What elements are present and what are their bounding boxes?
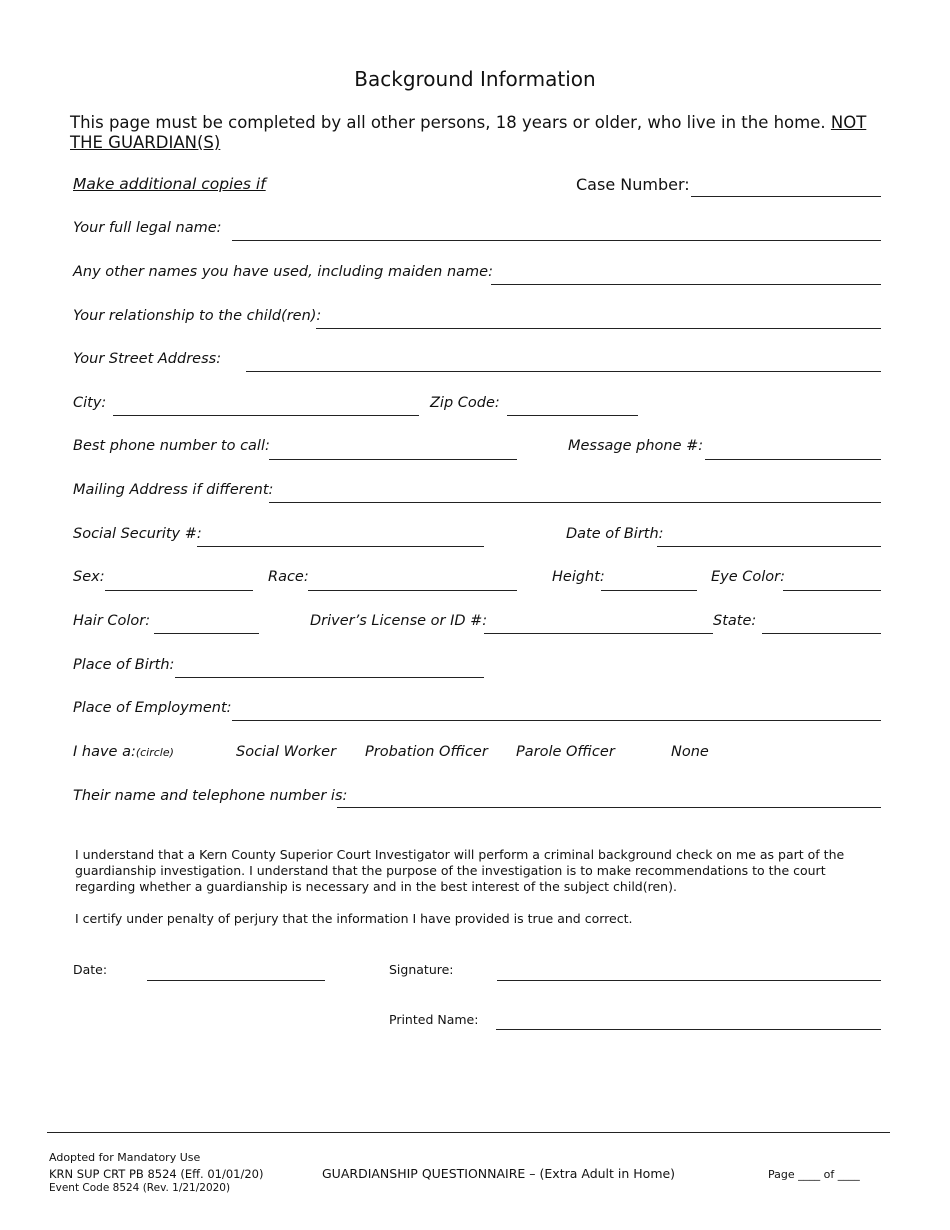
hair-color-label: Hair Color: [73,613,151,629]
option-none[interactable]: None [671,744,709,760]
footer-page-number: Page ____ of ____ [768,1168,860,1181]
circle-note: (circle) [135,746,174,759]
option-social-worker[interactable]: Social Worker [236,744,337,760]
have-label [73,744,174,760]
message-phone-label: Message phone #: [568,438,704,454]
full-name-label: Your full legal name: [73,220,222,236]
birthplace-field[interactable] [175,677,484,678]
intro-instruction: This page must be completed by all other persons, 18 years or older, who live in the home. [70,113,826,132]
relationship-field[interactable] [316,328,881,329]
eye-color-label: Eye Color: [711,569,786,585]
dob-field[interactable] [657,546,881,547]
best-phone-field[interactable] [269,459,517,460]
printed-name-field[interactable] [496,1029,881,1030]
ssn-label: Social Security #: [73,526,202,542]
ssn-field[interactable] [197,546,484,547]
zip-field[interactable] [507,415,638,416]
eye-color-field[interactable] [783,590,881,591]
mailing-address-field[interactable] [269,502,881,503]
copies-note: Make additional copies if [73,175,266,193]
printed-name-label: Printed Name: [389,1012,479,1027]
zip-label: Zip Code: [430,395,500,411]
intro-text [70,113,880,153]
have-label-text: I have a: [73,744,136,760]
footer-divider [47,1132,890,1133]
case-number-label: Case Number: [576,175,690,194]
perjury-statement: I certify under penalty of perjury that the information I have provided is true and correct. [75,911,633,926]
page-title: Background Information [354,67,596,91]
height-label: Height: [552,569,605,585]
footer-form-code: KRN SUP CRT PB 8524 (Eff. 01/01/20) [49,1167,264,1181]
case-number-field[interactable] [691,196,881,197]
street-address-label: Your Street Address: [73,351,222,367]
sex-field[interactable] [105,590,253,591]
footer-adopted: Adopted for Mandatory Use [49,1151,201,1164]
message-phone-field[interactable] [705,459,881,460]
certification-paragraph: I understand that a Kern County Superior Court Investigator will perform a criminal background check on me as part of the guardianship investigation. I understand that the purpose of the investigation is to make recommendations to the court regarding whether a guardianship is necessary and in the best interest of the subject child(ren). [75,847,845,894]
option-probation-officer[interactable]: Probation Officer [365,744,488,760]
employment-label: Place of Employment: [73,700,232,716]
street-address-field[interactable] [246,371,881,372]
option-parole-officer[interactable]: Parole Officer [516,744,615,760]
mailing-address-label: Mailing Address if different: [73,482,274,498]
signature-label: Signature: [389,962,454,977]
contact-label: Their name and telephone number is: [73,788,348,804]
intro-emphasis: NOT THE GUARDIAN(S) [70,113,867,152]
dob-label: Date of Birth: [566,526,664,542]
sex-label: Sex: [73,569,105,585]
hair-color-field[interactable] [154,633,259,634]
state-field[interactable] [762,633,881,634]
height-field[interactable] [601,590,697,591]
state-label: State: [713,613,757,629]
full-name-field[interactable] [232,240,881,241]
date-label: Date: [73,962,108,977]
contact-field[interactable] [337,807,881,808]
city-label: City: [73,395,107,411]
date-field[interactable] [147,980,325,981]
other-names-label: Any other names you have used, including maiden name: [73,264,493,280]
signature-field[interactable] [497,980,881,981]
relationship-label: Your relationship to the child(ren): [73,308,322,324]
license-label: Driver’s License or ID #: [310,613,488,629]
license-field[interactable] [484,633,713,634]
race-field[interactable] [308,590,517,591]
footer-form-title: GUARDIANSHIP QUESTIONNAIRE – (Extra Adult in Home) [322,1166,676,1181]
employment-field[interactable] [232,720,881,721]
best-phone-label: Best phone number to call: [73,438,270,454]
race-label: Race: [268,569,309,585]
footer-event-code: Event Code 8524 (Rev. 1/21/2020) [49,1182,231,1194]
city-field[interactable] [113,415,419,416]
other-names-field[interactable] [491,284,881,285]
birthplace-label: Place of Birth: [73,657,175,673]
